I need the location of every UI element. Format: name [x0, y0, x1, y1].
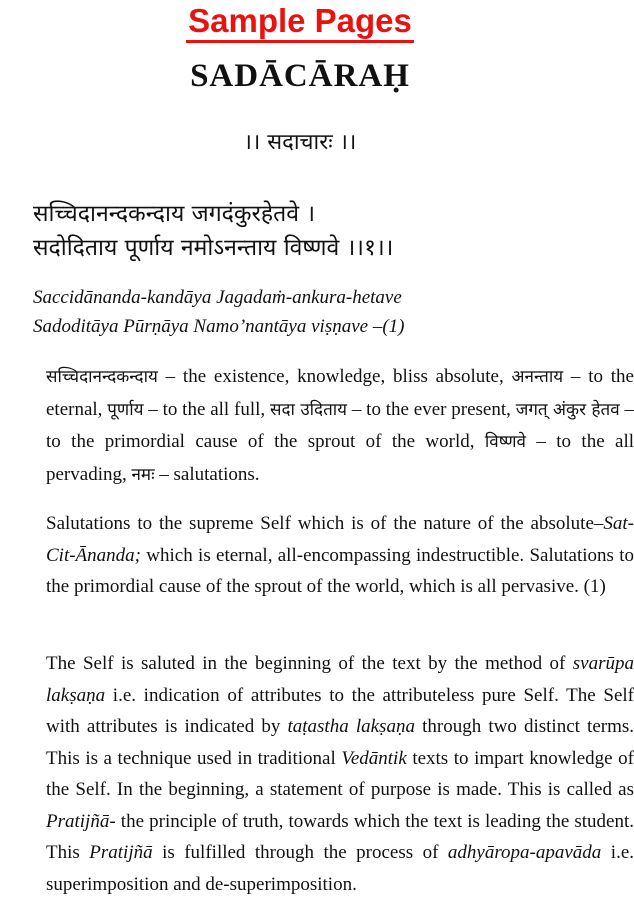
gloss-term: नमः	[131, 464, 155, 485]
translation-term: Sat-Cit-Ānanda;	[46, 513, 634, 566]
gloss-meaning: – to the eternal,	[46, 366, 634, 420]
commentary-text: is fulfilled through the process of	[152, 842, 448, 863]
gloss-meaning: – to the all full,	[143, 398, 270, 420]
verse-line-1: सच्चिदानन्दकन्दाय जगदंकुरहेतवे ।	[33, 201, 316, 227]
commentary-term: Pratijñā	[89, 842, 153, 863]
commentary-text: texts to impart knowledge of the Self. In the beginning, a statement of purpose is made. This is called as	[46, 747, 634, 800]
page-title: SADĀCĀRAḤ	[190, 58, 410, 94]
gloss-meaning: – to the all pervading,	[46, 431, 634, 485]
gloss-term: विष्णवे	[484, 432, 526, 452]
gloss-meaning: – salutations.	[154, 463, 260, 485]
gloss-term: अनन्ताय	[511, 367, 564, 387]
gloss-meaning: – to the primordial cause of the sprout of the world,	[46, 398, 634, 452]
translation-text: Salutations to the supreme Self which is of the nature of the absolute–	[46, 513, 604, 534]
transliteration-line-1: Saccidānanda-kandāya Jagadaṁ-ankura-hetave	[33, 287, 402, 308]
commentary-term: Pratijñā	[46, 810, 110, 832]
transliteration-line-2: Sadoditāya Pūrṇāya Namo’nantāya viṣṇave –(1)	[33, 316, 405, 337]
devanagari-heading: ।। सदाचारः ।।	[243, 130, 357, 155]
gloss-term: सच्चिदानन्दकन्दाय	[46, 367, 158, 387]
commentary-text: The Self is saluted in the beginning of the text by the method of	[46, 653, 573, 674]
gloss-term: पूर्णाय	[107, 399, 144, 420]
commentary-text: i.e. superimposition and de-superimposition.	[46, 842, 634, 895]
sample-pages-banner	[0, 2, 600, 43]
commentary-term: svarūpa lakṣaṇa	[46, 653, 634, 706]
verse-line-2: सदोदिताय पूर्णाय नमोऽनन्ताय विष्णवे ।।१।।	[33, 235, 394, 261]
banner-text: Sample Pages	[186, 2, 414, 43]
commentary-text: through two distinct terms. This is a technique used in traditional	[46, 716, 634, 769]
translation-paragraph	[6, 508, 634, 603]
glossary-paragraph	[6, 361, 634, 491]
commentary-text: i.e. indication of attributes to the attributeless pure Self. The Self with attributes is indicated by	[46, 684, 634, 737]
translation-text: which is eternal, all-encompassing indestructible. Salutations to the primordial cause of the sprout of the world, which is all pervasive. (1)	[46, 544, 634, 597]
gloss-meaning: – to the ever present,	[347, 398, 516, 420]
commentary-text: - the principle of truth, towards which the text is leading the student. This	[46, 810, 634, 863]
commentary-paragraph	[6, 648, 634, 900]
commentary-term: taṭastha lakṣaṇa	[287, 716, 415, 737]
gloss-meaning: – the existence, knowledge, bliss absolute,	[157, 366, 512, 387]
gloss-term: सदा उदिताय	[269, 399, 348, 420]
gloss-term: जगत् अंकुर हेतव	[515, 399, 620, 420]
commentary-term: adhyāropa-apavāda	[447, 842, 602, 863]
commentary-term: Vedāntik	[341, 747, 407, 769]
